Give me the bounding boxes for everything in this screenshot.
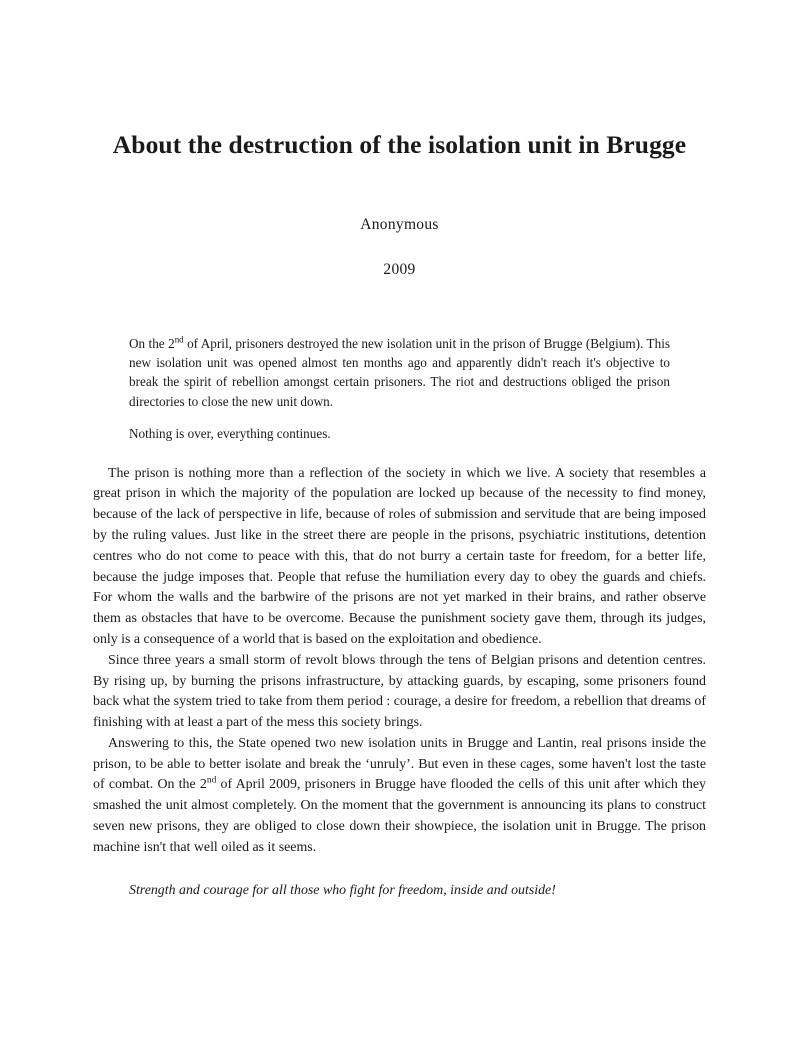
page-title: About the destruction of the isolation unit in Brugge <box>112 130 687 159</box>
body-paragraph-2: Since three years a small storm of revolt blows through the tens of Belgian prisons and detention centres. By rising up, by burning the prisons infrastructure, by attacking guards, by escaping, some prisoners found back what the system tried to take from them period : courage, a desire for freedom, a rebellion that dreams of finishing with at least a part of the mess this society brings. <box>93 652 706 731</box>
closing-statement: Strength and courage for all those who fight for freedom, inside and outside! <box>129 882 556 898</box>
document-date: 2009 <box>383 260 416 278</box>
document-author: Anonymous <box>360 215 439 233</box>
document-body <box>0 334 799 902</box>
abstract-block <box>93 334 706 444</box>
body-paragraph-1: The prison is nothing more than a reflection of the society in which we live. A society that resembles a great prison in which the majority of the population are locked up because of the necessity to find money, because of the lack of perspective in life, because of roles of submission and servitude that are being imposed by the ruling values. Just like in the street there are people in the prisons, psychiatric institutions, detention centres who do not come to peace with this, that do not burry a certain taste for freedom, for a better life, because the judge imposes that. People that refuse the humiliation every day to obey the guards and chiefs. For whom the walls and the barbwire of the prisons are not yet marked in their brains, and rather observe them as obstacles that have to be overcome. Because the punishment society gave them, through its judges, only is a consequence of a world that is based on the exploitation and obedience. <box>93 465 706 647</box>
title-block <box>0 128 799 279</box>
body-paragraph-3: Answering to this, the State opened two new isolation units in Brugge and Lantin, real prisons inside the prison, to be able to better isolate and break the ‘unruly’. But even in these cages, some haven't lost the taste of combat. On the 2nd of April 2009, prisoners in Brugge have flooded the cells of this unit after which they smashed the unit almost completely. On the moment that the government is announcing its plans to construct seven new prisons, they are obliged to close down their showpiece, the isolation unit in Brugge. The prison machine isn't that well oiled as it seems. <box>93 735 706 855</box>
abstract-paragraph-2: Nothing is over, everything continues. <box>129 426 331 442</box>
abstract-paragraph-1: On the 2nd of April, prisoners destroyed the new isolation unit in the prison of Brugge (Belgium). This new isolation unit was opened almost ten months ago and apparently didn't reach it's objective to break the spirit of rebellion amongst certain prisoners. The riot and destructions obliged the prison directories to close the new unit down. <box>129 334 670 409</box>
main-text-block <box>93 464 706 859</box>
